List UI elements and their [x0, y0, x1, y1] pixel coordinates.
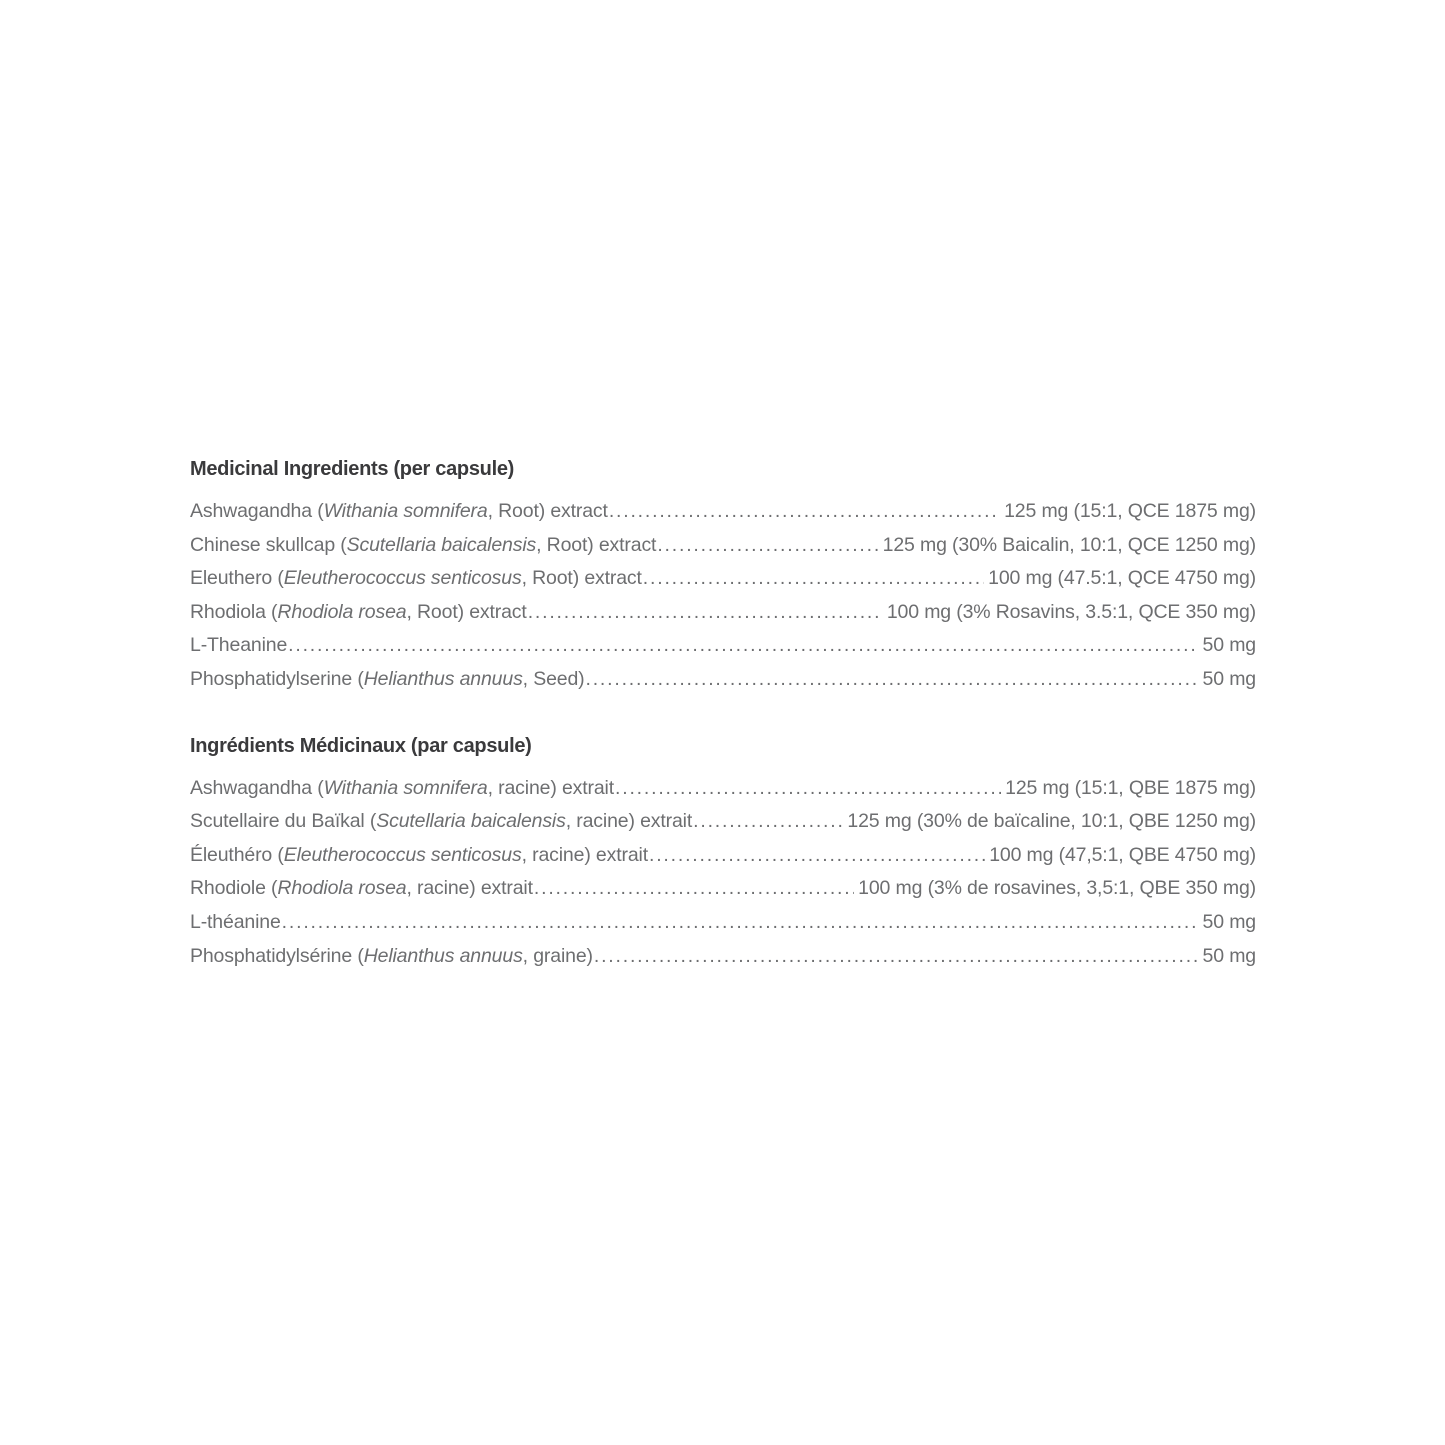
ingredient-amount: 100 mg (3% Rosavins, 3.5:1, QCE 350 mg): [886, 600, 1256, 623]
ingredient-amount: 50 mg: [1202, 667, 1256, 690]
section-medicinal-ingredients-french: [190, 733, 1256, 974]
ingredient-row: [190, 805, 1256, 839]
dot-leader: [693, 805, 843, 839]
ingredient-amount: 50 mg: [1202, 944, 1256, 967]
latin-species-name: Eleutherococcus senticosus: [283, 843, 522, 866]
ingredient-row: [190, 529, 1256, 563]
ingredient-name: Rhodiola (Rhodiola rosea, Root) extract: [190, 600, 527, 623]
dot-leader: [609, 495, 1000, 529]
ingredient-row: [190, 596, 1256, 630]
dot-leader: [643, 562, 984, 596]
dot-leader: [282, 906, 1199, 940]
ingredient-name: L-Theanine: [190, 634, 288, 657]
dot-leader: [594, 940, 1199, 974]
dot-leader: [586, 663, 1199, 697]
ingredient-amount: 125 mg (30% de baïcaline, 10:1, QBE 1250 mg): [847, 810, 1256, 833]
ingredient-name: L-théanine: [190, 910, 281, 933]
ingredient-amount: 125 mg (15:1, QBE 1875 mg): [1005, 776, 1256, 799]
ingredient-row: [190, 629, 1256, 663]
dot-leader: [288, 629, 1198, 663]
dot-leader: [649, 839, 985, 873]
latin-species-name: Scutellaria baicalensis: [376, 810, 566, 833]
latin-species-name: Withania somnifera: [323, 500, 488, 522]
ingredient-amount: 50 mg: [1202, 910, 1256, 933]
ingredient-row: [190, 906, 1256, 940]
section-title-english: Medicinal Ingredients (per capsule): [190, 458, 515, 480]
ingredient-row: [190, 663, 1256, 697]
ingredient-row: [190, 772, 1256, 806]
latin-species-name: Eleutherococcus senticosus: [283, 567, 522, 590]
ingredient-name: Eleuthero (Eleutherococcus senticosus, Root) extract: [190, 567, 642, 590]
ingredient-amount: 100 mg (47.5:1, QCE 4750 mg): [988, 567, 1256, 590]
ingredient-list-french: [190, 772, 1256, 974]
section-medicinal-ingredients-english: [190, 456, 1256, 697]
dot-leader: [657, 529, 878, 563]
ingredient-name: Phosphatidylsérine (Helianthus annuus, graine): [190, 944, 593, 967]
dot-leader: [528, 596, 883, 630]
latin-species-name: Rhodiola rosea: [277, 600, 407, 623]
ingredient-row: [190, 940, 1256, 974]
ingredient-name: Scutellaire du Baïkal (Scutellaria baicalensis, racine) extrait: [190, 810, 693, 833]
latin-species-name: Helianthus annuus: [363, 944, 523, 967]
ingredient-name: Ashwagandha (Withania somnifera, Root) extract: [190, 500, 608, 522]
ingredient-row: [190, 872, 1256, 906]
ingredient-name: Rhodiole (Rhodiola rosea, racine) extrait: [190, 877, 533, 900]
ingredient-list-english: [190, 495, 1256, 697]
ingredient-name: Phosphatidylserine (Helianthus annuus, Seed): [190, 667, 585, 690]
ingredient-name: Ashwagandha (Withania somnifera, racine) extrait: [190, 776, 615, 799]
ingredient-amount: 100 mg (3% de rosavines, 3,5:1, QBE 350 mg): [858, 877, 1256, 900]
dot-leader: [615, 772, 1001, 806]
latin-species-name: Scutellaria baicalensis: [346, 533, 537, 556]
latin-species-name: Rhodiola rosea: [277, 877, 407, 900]
section-title-french: Ingrédients Médicinaux (par capsule): [190, 734, 532, 757]
ingredient-amount: 125 mg (30% Baicalin, 10:1, QCE 1250 mg): [882, 533, 1256, 556]
ingredient-row: [190, 839, 1256, 873]
supplement-label-panel: [190, 456, 1256, 1009]
ingredient-amount: 50 mg: [1202, 634, 1256, 657]
dot-leader: [534, 872, 854, 906]
ingredient-amount: 100 mg (47,5:1, QBE 4750 mg): [989, 843, 1256, 866]
ingredient-name: Éleuthéro (Eleutherococcus senticosus, racine) extrait: [190, 843, 648, 866]
ingredient-row: [190, 495, 1256, 529]
latin-species-name: Helianthus annuus: [363, 667, 523, 690]
ingredient-name: Chinese skullcap (Scutellaria baicalensis, Root) extract: [190, 533, 657, 556]
latin-species-name: Withania somnifera: [323, 776, 488, 799]
ingredient-amount: 125 mg (15:1, QCE 1875 mg): [1004, 500, 1256, 522]
ingredient-row: [190, 562, 1256, 596]
